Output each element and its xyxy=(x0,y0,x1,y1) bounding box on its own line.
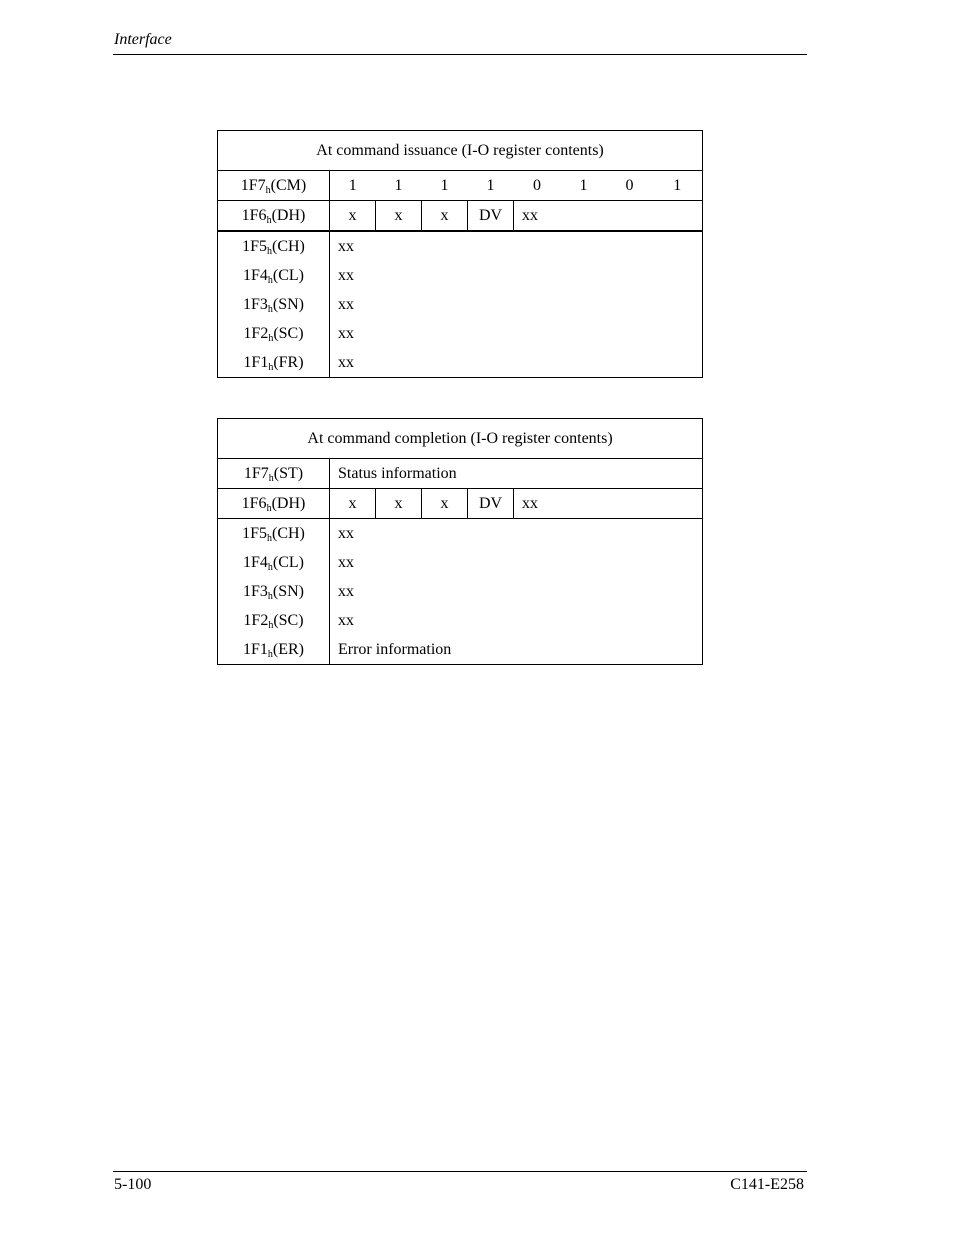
value-cell: xx xyxy=(330,606,703,635)
header-rule xyxy=(113,54,807,55)
register-name: $1F2_h(SC)$ xyxy=(218,319,330,348)
value-cell: xx xyxy=(330,577,703,606)
bit-cell: x xyxy=(330,201,376,232)
register-name: $1F3_h(SN)$ xyxy=(218,577,330,606)
table-row xyxy=(218,548,703,577)
value-cell: xx xyxy=(330,519,703,549)
table-row xyxy=(218,171,703,201)
value-cell: xx xyxy=(330,548,703,577)
register-name: $1F1_h(ER)$ xyxy=(218,635,330,665)
value-cell: xx xyxy=(514,489,703,519)
value-cell: xx xyxy=(330,319,703,348)
table-row xyxy=(218,290,703,319)
register-name: $1F6_h(DH)$ xyxy=(218,489,330,519)
bit-cell: 0 xyxy=(514,171,561,201)
table-title: At command issuance (I-O register contents) xyxy=(218,131,703,171)
table-row xyxy=(218,489,703,519)
value-cell: Error information xyxy=(330,635,703,665)
table-row xyxy=(218,635,703,665)
value-cell: xx xyxy=(330,290,703,319)
bit-cell: 1 xyxy=(468,171,514,201)
bit-cell: x xyxy=(330,489,376,519)
value-cell: xx xyxy=(330,348,703,378)
table-row xyxy=(218,519,703,549)
register-name: $1F7_h(CM)$ xyxy=(218,171,330,201)
bit-cell: x xyxy=(422,489,468,519)
table-row xyxy=(218,201,703,232)
register-name: $1F2_h(SC)$ xyxy=(218,606,330,635)
value-cell: xx xyxy=(330,261,703,290)
issuance-register-table xyxy=(217,130,703,378)
table-row xyxy=(218,319,703,348)
register-name: $1F5_h(CH)$ xyxy=(218,519,330,549)
table-row xyxy=(218,261,703,290)
table-row xyxy=(218,459,703,489)
value-cell: xx xyxy=(330,231,703,261)
page-number: 5-100 xyxy=(114,1176,152,1193)
bit-cell: 1 xyxy=(422,171,468,201)
register-name: $1F4_h(CL)$ xyxy=(218,548,330,577)
table-title: At command completion (I-O register contents) xyxy=(218,419,703,459)
bit-cell: DV xyxy=(468,201,514,232)
register-name: $1F6_h(DH)$ xyxy=(218,201,330,232)
bit-cell: 1 xyxy=(561,171,607,201)
bit-cell: 1 xyxy=(653,171,703,201)
table-row xyxy=(218,231,703,261)
bit-cell: DV xyxy=(468,489,514,519)
document-code: C141-E258 xyxy=(730,1176,804,1193)
running-header: Interface xyxy=(114,31,172,48)
register-name: $1F3_h(SN)$ xyxy=(218,290,330,319)
table-row xyxy=(218,577,703,606)
register-name: $1F5_h(CH)$ xyxy=(218,231,330,261)
bit-cell: x xyxy=(422,201,468,232)
completion-register-table xyxy=(217,418,703,665)
footer-rule xyxy=(113,1171,807,1172)
bit-cell: 1 xyxy=(376,171,422,201)
register-name: $1F1_h(FR)$ xyxy=(218,348,330,378)
register-name: $1F4_h(CL)$ xyxy=(218,261,330,290)
register-name: $1F7_h(ST)$ xyxy=(218,459,330,489)
value-cell: Status information xyxy=(330,459,703,489)
table-row xyxy=(218,348,703,378)
bit-cell: 1 xyxy=(330,171,376,201)
table-row xyxy=(218,606,703,635)
value-cell: xx xyxy=(514,201,703,232)
bit-cell: 0 xyxy=(607,171,653,201)
bit-cell: x xyxy=(376,201,422,232)
bit-cell: x xyxy=(376,489,422,519)
